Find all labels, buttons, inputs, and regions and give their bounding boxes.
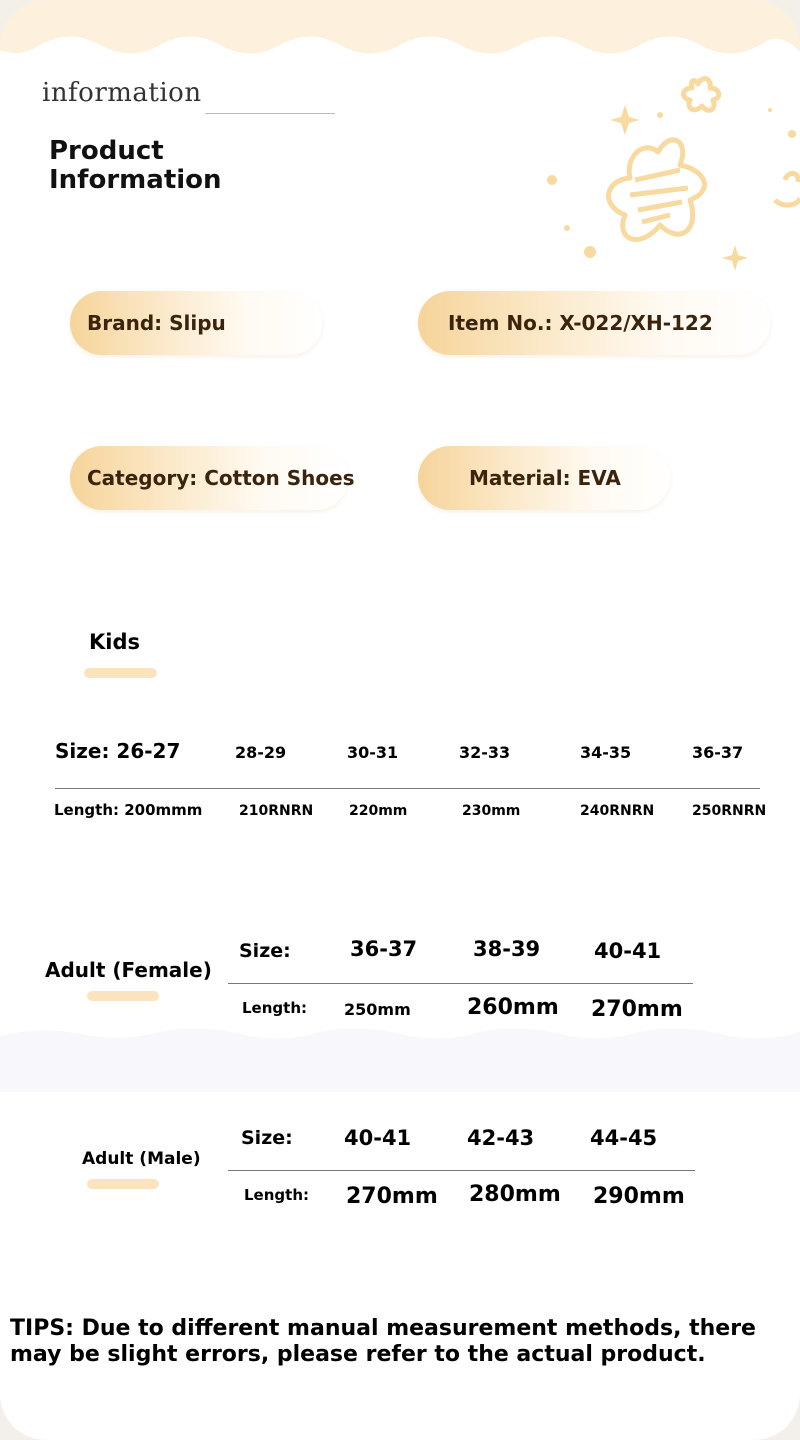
kids-size-cell: 32-33 xyxy=(459,743,511,762)
kids-length-cell: 240RNRN xyxy=(580,803,655,819)
adult-female-length-cell: 270mm xyxy=(591,997,683,1022)
kids-length-cell: 220mm xyxy=(349,803,408,819)
tips-note: TIPS: Due to different manual measurement methods, there may be slight errors, please refer to the actual product. xyxy=(10,1316,756,1367)
mid-wave-decoration xyxy=(0,1020,800,1092)
kids-underbar xyxy=(84,668,157,678)
kids-table-divider xyxy=(55,788,760,789)
material-text: Material: EVA xyxy=(469,466,621,490)
item-number-pill xyxy=(418,291,770,355)
material-pill xyxy=(418,446,670,510)
kids-size-cell: Size: 26-27 xyxy=(55,739,181,763)
kids-length-cell: 210RNRN xyxy=(239,803,314,819)
brand-text: Brand: Slipu xyxy=(87,311,226,335)
adult-male-size-cell: 42-43 xyxy=(467,1126,535,1150)
adult-female-section-title: Adult (Female) xyxy=(45,958,212,982)
kids-size-cell: 28-29 xyxy=(235,743,287,762)
category-pill xyxy=(70,446,355,510)
kids-length-cell: 230mm xyxy=(462,803,521,819)
adult-male-underbar xyxy=(87,1179,159,1189)
adult-male-size-cell: 44-45 xyxy=(590,1126,658,1150)
adult-female-length-label: Length: xyxy=(242,999,307,1017)
adult-male-length-cell: 290mm xyxy=(593,1184,685,1209)
page-title: Product Information xyxy=(49,136,222,195)
kids-length-cell: Length: 200mmm xyxy=(54,801,203,819)
kids-section-title: Kids xyxy=(89,630,141,654)
adult-female-size-cell: 38-39 xyxy=(473,937,541,961)
adult-female-length-cell: 250mm xyxy=(344,1000,411,1019)
adult-female-underbar xyxy=(87,991,159,1001)
adult-female-size-cell: 36-37 xyxy=(350,937,418,961)
adult-male-size-label: Size: xyxy=(241,1127,293,1149)
adult-male-length-label: Length: xyxy=(244,1186,309,1204)
kids-length-cell: 250RNRN xyxy=(692,803,767,819)
adult-female-size-cell: 40-41 xyxy=(594,939,662,963)
adult-male-section-title: Adult (Male) xyxy=(82,1149,201,1169)
brand-pill xyxy=(70,291,322,355)
kids-size-cell: 30-31 xyxy=(347,743,399,762)
information-divider xyxy=(205,113,335,114)
information-label: information xyxy=(42,78,202,108)
kids-size-cell: 34-35 xyxy=(580,743,632,762)
adult-male-size-cell: 40-41 xyxy=(344,1126,412,1150)
adult-male-length-cell: 270mm xyxy=(346,1184,438,1209)
adult-male-length-cell: 280mm xyxy=(469,1182,561,1207)
category-text: Category: Cotton Shoes xyxy=(87,466,355,490)
adult-male-table-divider xyxy=(228,1170,695,1171)
item-number-text: Item No.: X-022/XH-122 xyxy=(448,311,713,335)
adult-female-length-cell: 260mm xyxy=(467,995,559,1020)
top-wave-decoration xyxy=(0,0,800,70)
kids-size-cell: 36-37 xyxy=(692,743,744,762)
star-decoration-icon xyxy=(530,70,800,290)
adult-female-table-divider xyxy=(228,983,693,984)
adult-female-size-label: Size: xyxy=(239,940,291,962)
